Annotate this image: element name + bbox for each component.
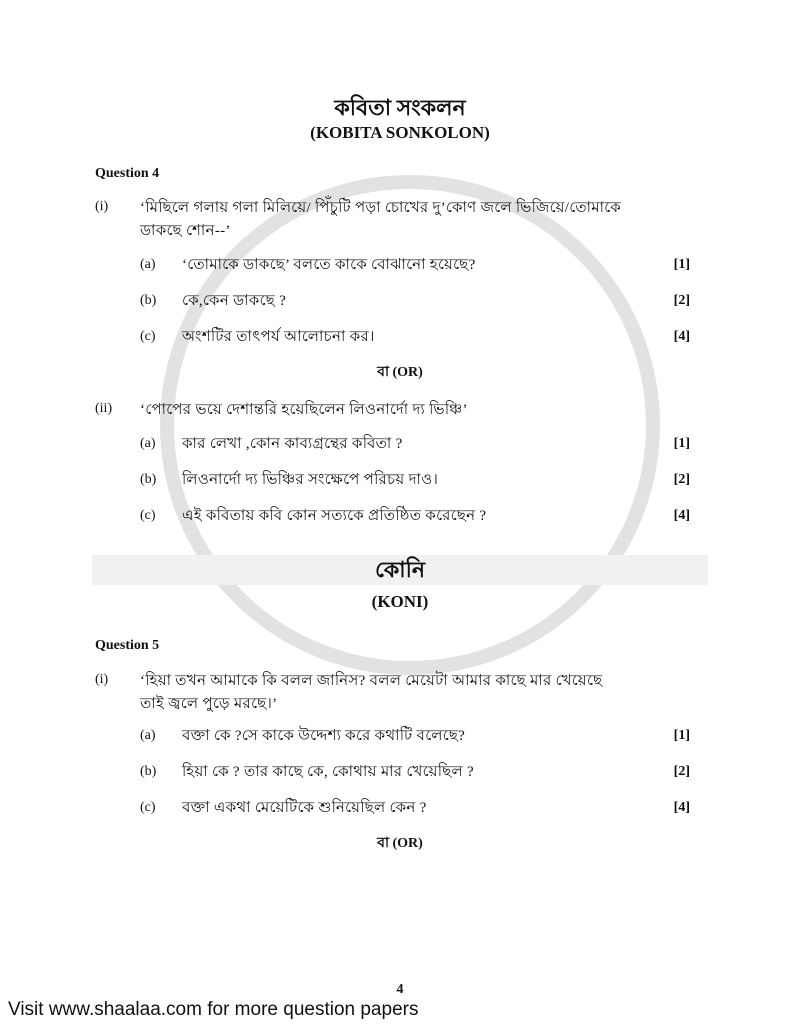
- passage-line: ‘পোপের ভয়ে দেশান্তরি হয়েছিলেন লিওনার্দো দ্য ভিঞ্চি’: [140, 402, 468, 418]
- sub-question: কার লেখা ,কোন কাব্যগ্রন্থের কবিতা ?: [182, 436, 403, 452]
- sub-number: (a): [140, 728, 156, 743]
- sub-question: হিয়া কে ? তার কাছে কে, কোথায় মার খেয়েছিল ?: [182, 764, 474, 780]
- marks: [2]: [673, 472, 690, 487]
- sub-question: অংশটির তাৎপর্য আলোচনা কর।: [182, 329, 375, 345]
- passage: [140, 670, 705, 716]
- question-part: [95, 197, 705, 243]
- passage-line: তাই জ্বলে পুড়ে মরছে।’: [140, 696, 278, 712]
- sub-question: বক্তা কে ?সে কাকে উদ্দেশ্য করে কথাটি বলেছে?: [182, 728, 466, 744]
- sub-question-row: [95, 434, 705, 454]
- part-number: (i): [95, 672, 109, 687]
- marks: [2]: [673, 293, 690, 308]
- sub-question: বক্তা একথা মেয়েটিকে শুনিয়েছিল কেন ?: [182, 800, 427, 816]
- sub-number: (a): [140, 436, 156, 451]
- question-part: [95, 399, 705, 422]
- section-title-bengali: কবিতা সংকলন: [334, 95, 466, 120]
- sub-question-row: [95, 726, 705, 746]
- section-title-english: (KONI): [371, 592, 429, 611]
- marks: [1]: [673, 257, 690, 272]
- sub-question-row: [95, 470, 705, 490]
- passage: [140, 197, 705, 243]
- question-label: Question 5: [95, 638, 160, 653]
- passage-line: ‘হিয়া তখন আমাকে কি বলল জানিস? বলল মেয়েটা আমার কাছে মার খেয়েছে: [140, 673, 603, 689]
- sub-question-row: [95, 762, 705, 782]
- passage: [140, 399, 705, 422]
- passage-line: ডাকছে শোন--’: [140, 223, 231, 239]
- footer-link[interactable]: Visit www.shaalaa.com for more question papers: [8, 999, 419, 1020]
- part-number: (ii): [95, 401, 113, 416]
- sub-number: (c): [140, 800, 156, 815]
- sub-question: কে,কেন ডাকছে ?: [182, 293, 287, 309]
- question-paper-page: [95, 0, 705, 853]
- sub-number: (b): [140, 293, 157, 308]
- or-divider: বা (OR): [377, 365, 423, 380]
- passage-line: ‘মিছিলে গলায় গলা মিলিয়ে/ পিঁচুটি পড়া চোখের দু’কোণ জলে ভিজিয়ে/তোমাকে: [140, 200, 622, 216]
- marks: [4]: [673, 800, 690, 815]
- marks: [1]: [673, 728, 690, 743]
- marks: [4]: [673, 508, 690, 523]
- sub-question: এই কবিতায় কবি কোন সত্যকে প্রতিষ্ঠিত করেছেন ?: [182, 508, 487, 524]
- section-band: [92, 555, 708, 585]
- question-part: [95, 670, 705, 716]
- question-label: Question 4: [95, 166, 160, 181]
- sub-question: লিওনার্দো দ্য ভিঞ্চির সংক্ষেপে পরিচয় দাও।: [182, 472, 439, 488]
- sub-number: (b): [140, 472, 157, 487]
- sub-number: (b): [140, 764, 157, 779]
- part-number: (i): [95, 199, 109, 214]
- sub-question-row: [95, 327, 705, 347]
- sub-question-row: [95, 798, 705, 818]
- marks: [4]: [673, 329, 690, 344]
- page-number: 4: [396, 982, 404, 997]
- sub-question-row: [95, 255, 705, 275]
- marks: [1]: [673, 436, 690, 451]
- section-title-bengali: কোনি: [374, 557, 426, 582]
- sub-question: ‘তোমাকে ডাকছে’ বলতে কাকে বোঝানো হয়েছে?: [182, 257, 476, 273]
- or-divider: বা (OR): [377, 836, 423, 851]
- sub-number: (c): [140, 329, 156, 344]
- sub-number: (c): [140, 508, 156, 523]
- sub-question-row: [95, 506, 705, 526]
- sub-question-row: [95, 291, 705, 311]
- marks: [2]: [673, 764, 690, 779]
- sub-number: (a): [140, 257, 156, 272]
- section-title-english: (KOBITA SONKOLON): [310, 123, 490, 142]
